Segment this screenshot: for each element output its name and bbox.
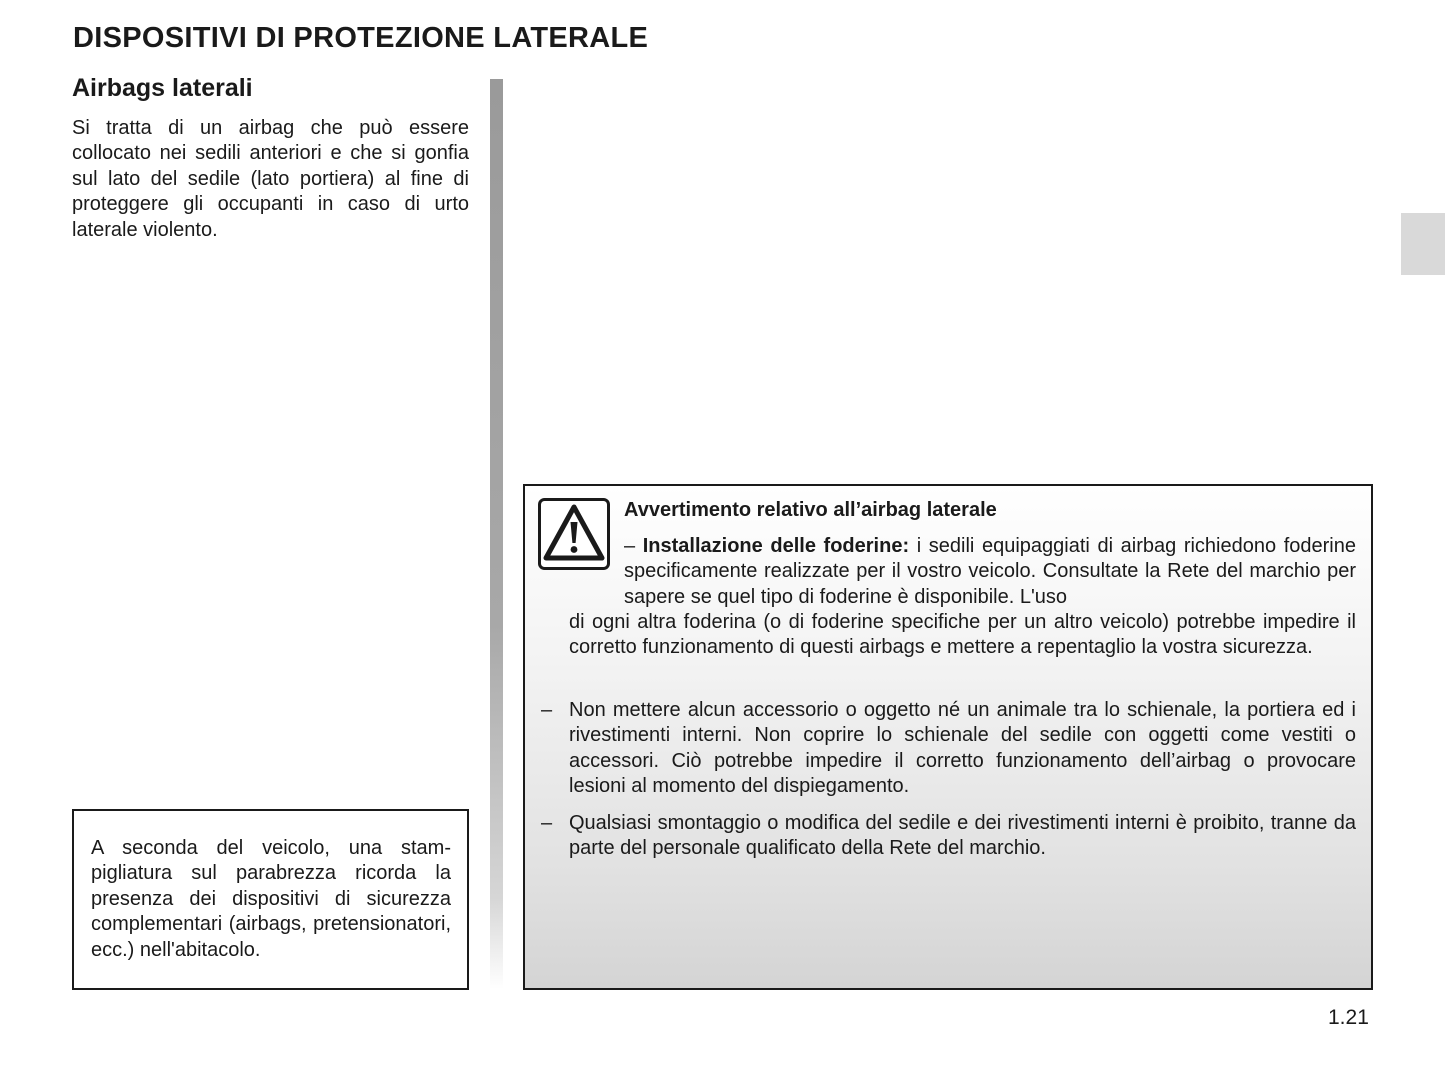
warning-item-covers xyxy=(624,534,1356,610)
section-heading-side-airbags: Airbags laterali xyxy=(72,74,253,102)
warning-title: Avvertimento relativo all’airbag laterale xyxy=(624,499,997,521)
note-text: A seconda del veicolo, una stampigliatura sul parabrezza ricorda la presenza dei dispositivi di sicurezza complementari (airbags, pretensionatori, ecc.) nell'abitacolo. xyxy=(91,837,451,961)
warning-item-covers-continued: di ogni altra foderina (o di foderine specifiche per un altro veicolo) potrebbe impedire il corretto funzionamento di questi airbags e mettere a repentaglio la vostra sicurezza. xyxy=(569,611,1356,659)
column-divider xyxy=(490,79,503,989)
list-dash: – xyxy=(541,812,553,834)
list-dash: – xyxy=(624,535,636,557)
warning-item-disassembly: Qualsiasi smontaggio o modifica del sedile e dei rivestimenti interni è proibito, tranne da parte del personale qualificato della Rete del marchio. xyxy=(569,812,1356,860)
warning-box xyxy=(523,484,1373,990)
list-dash: – xyxy=(541,699,553,721)
page-number: 1.21 xyxy=(1328,1006,1369,1029)
note-box xyxy=(72,809,469,990)
page-title: DISPOSITIVI DI PROTEZIONE LATERALE xyxy=(73,22,649,54)
warning-item-covers-label: Installazione delle foderine: xyxy=(642,535,910,557)
warning-item-covers-text: i sedili equipaggiati di airbag richiedono foderine specificamente realizzate per il vostro veicolo. Consultate la Rete del marchio per sapere se quel tipo di foderine è disponibile. L'uso xyxy=(624,535,1356,608)
intro-paragraph: Si tratta di un airbag che può essere collocato nei sedili anteriori e che si gonfia sul lato del sedile (lato portiera) al fine di proteggere gli occupanti in caso di urto laterale violento. xyxy=(72,117,469,241)
warning-triangle-icon xyxy=(538,498,610,570)
warning-item-accessories: Non mettere alcun accessorio o oggetto né un animale tra lo schienale, la portiera ed i rivestimenti interni. Non coprire lo schienale del sedile con oggetti come vestiti o accessori. Ciò potrebbe impedire il corretto funzionamento dell’airbag o provocare lesioni al momento del dispiegamento. xyxy=(569,699,1356,798)
chapter-thumb-tab xyxy=(1401,213,1445,275)
